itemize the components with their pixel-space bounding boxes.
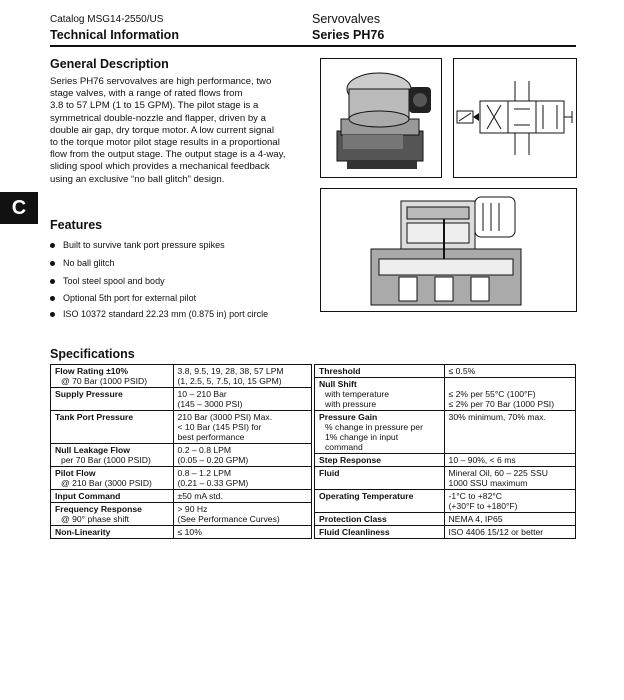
section-tab: C <box>0 192 38 224</box>
spec-value: 10 – 90%, < 6 ms <box>444 454 575 467</box>
spec-row <box>315 513 576 526</box>
spec-row <box>51 467 312 490</box>
spec-label: Frequency Response <box>55 504 142 514</box>
feature-item <box>50 293 196 303</box>
feature-text: ISO 10372 standard 22.23 mm (0.875 in) port circle <box>63 309 269 319</box>
desc-line: Series PH76 servovalves are high performance, two <box>50 76 272 87</box>
spec-label-cell <box>315 365 445 378</box>
spec-label-cell <box>315 526 445 539</box>
spec-sublabel: with temperature with pressure <box>325 389 390 409</box>
desc-line: flow from the output stage. The output stage is a 4-way, <box>50 149 286 161</box>
spec-row <box>315 378 576 411</box>
bullet-icon <box>50 296 55 301</box>
spec-row <box>51 411 312 444</box>
spec-label-cell <box>315 454 445 467</box>
spec-value: ±50 mA std. <box>173 490 311 503</box>
servovalve-photo <box>320 58 442 178</box>
spec-sublabel: @ 90° phase shift <box>61 514 130 524</box>
spec-label-cell <box>315 467 445 490</box>
spec-sublabel: @ 70 Bar (1000 PSID) <box>61 376 148 386</box>
section-title: Technical Information <box>50 28 179 42</box>
spec-value: 3.8, 9.5, 19, 28, 38, 57 LPM (1, 2.5, 5, 7.5, 10, 15 GPM) <box>173 365 311 388</box>
spec-label: Step Response <box>319 455 382 465</box>
spec-label: Input Command <box>55 491 121 501</box>
desc-line: double air gap, dry torque motor. A low current signal <box>50 124 274 136</box>
feature-item <box>50 240 225 250</box>
specifications-heading: Specifications <box>50 347 135 361</box>
general-description-text <box>50 76 310 186</box>
desc-line: symmetrical double-nozzle and flapper, driven by a <box>50 112 266 124</box>
spec-row <box>51 365 312 388</box>
spec-label-cell <box>315 378 445 411</box>
bullet-icon <box>50 279 55 284</box>
spec-sublabel: % change in pressure per 1% change in input command <box>325 422 423 452</box>
spec-value: ≤ 2% per 55°C (100°F) ≤ 2% per 70 Bar (1000 PSI) <box>444 378 575 411</box>
spec-value: -1°C to +82°C (+30°F to +180°F) <box>444 490 575 513</box>
feature-item <box>50 309 268 319</box>
spec-value: Mineral Oil, 60 – 225 SSU 1000 SSU maximum <box>444 467 575 490</box>
spec-value: > 90 Hz (See Performance Curves) <box>173 503 311 526</box>
spec-row <box>315 411 576 454</box>
spec-sublabel: per 70 Bar (1000 PSID) <box>61 455 151 465</box>
spec-label: Pressure Gain <box>319 412 378 422</box>
bullet-icon <box>50 243 55 248</box>
spec-label: Flow Rating ±10% <box>55 366 128 376</box>
spec-label: Null Shift <box>319 379 357 389</box>
spec-label: Supply Pressure <box>55 389 123 399</box>
spec-row <box>51 503 312 526</box>
spec-value: 10 – 210 Bar (145 – 3000 PSI) <box>173 388 311 411</box>
product-category: Servovalves <box>312 12 381 26</box>
spec-label: Fluid Cleanliness <box>319 527 390 537</box>
spec-label: Operating Temperature <box>319 491 414 501</box>
spec-value: 210 Bar (3000 PSI) Max. < 10 Bar (145 PSI) for best performance <box>173 411 311 444</box>
spec-row <box>315 490 576 513</box>
spec-label: Non-Linearity <box>55 527 111 537</box>
spec-label: Pilot Flow <box>55 468 96 478</box>
spec-row <box>51 490 312 503</box>
spec-label: Protection Class <box>319 514 387 524</box>
spec-label-cell <box>51 365 174 388</box>
hydraulic-symbol <box>453 58 577 178</box>
spec-sublabel: @ 210 Bar (3000 PSID) <box>61 478 152 488</box>
spec-label: Tank Port Pressure <box>55 412 134 422</box>
spec-table-left <box>50 364 312 539</box>
spec-label-cell <box>51 490 174 503</box>
feature-text: Optional 5th port for external pilot <box>63 293 197 303</box>
feature-text: Built to survive tank port pressure spikes <box>63 240 225 250</box>
spec-label-cell <box>51 467 174 490</box>
feature-text: No ball glitch <box>63 258 115 268</box>
general-description-heading: General Description <box>50 57 169 71</box>
header-rule <box>50 45 576 47</box>
spec-row <box>51 444 312 467</box>
feature-item <box>50 258 115 268</box>
spec-label-cell <box>315 490 445 513</box>
spec-value: NEMA 4, IP65 <box>444 513 575 526</box>
spec-label: Fluid <box>319 468 340 478</box>
feature-item <box>50 276 165 286</box>
spec-value: 30% minimum, 70% max. <box>444 411 575 454</box>
desc-line: sliding spool which provides a mechanical feedback <box>50 161 270 173</box>
spec-row <box>51 526 312 539</box>
spec-row <box>51 388 312 411</box>
spec-row <box>315 526 576 539</box>
spec-label-cell <box>51 388 174 411</box>
spec-row <box>315 467 576 490</box>
spec-label: Null Leakage Flow <box>55 445 130 455</box>
spec-label-cell <box>51 503 174 526</box>
features-heading: Features <box>50 218 103 232</box>
spec-row <box>315 365 576 378</box>
spec-label-cell <box>315 411 445 454</box>
spec-value: ≤ 0.5% <box>444 365 575 378</box>
spec-value: 0.2 – 0.8 LPM (0.05 – 0.20 GPM) <box>173 444 311 467</box>
spec-value: ≤ 10% <box>173 526 311 539</box>
spec-value: ISO 4406 15/12 or better <box>444 526 575 539</box>
feature-text: Tool steel spool and body <box>63 276 165 286</box>
spec-label-cell <box>51 526 174 539</box>
spec-label-cell <box>51 411 174 444</box>
desc-line: 3.8 to 57 LPM (1 to 15 GPM). The pilot stage is a <box>50 100 259 112</box>
desc-line: stage valves, with a range of rated flows from <box>50 88 243 100</box>
cross-section-drawing <box>320 188 577 312</box>
series-title: Series PH76 <box>312 28 385 42</box>
spec-label: Threshold <box>319 366 361 376</box>
spec-row <box>315 454 576 467</box>
spec-label-cell <box>51 444 174 467</box>
bullet-icon <box>50 312 55 317</box>
catalog-number: Catalog MSG14-2550/US <box>50 14 164 25</box>
spec-label-cell <box>315 513 445 526</box>
spec-value: 0.8 – 1.2 LPM (0.21 – 0.33 GPM) <box>173 467 311 490</box>
desc-line: using an exclusive “no ball glitch” design. <box>50 173 225 185</box>
spec-table-right <box>314 364 576 539</box>
desc-line: to the torque motor pilot stage results in a proportional <box>50 137 280 149</box>
bullet-icon <box>50 261 55 266</box>
